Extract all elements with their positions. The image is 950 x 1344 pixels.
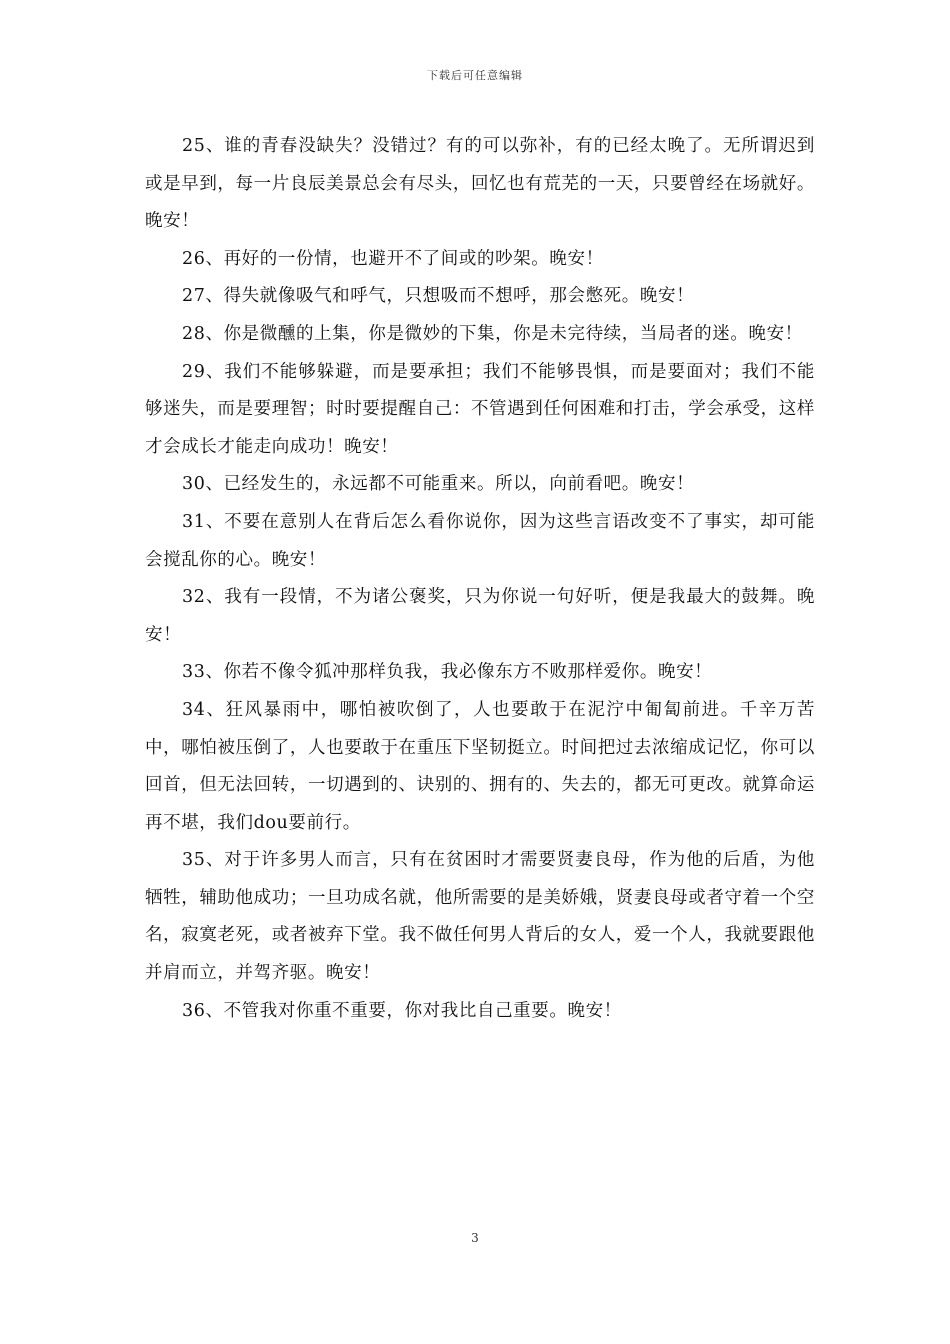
paragraph-28: 28、你是微醺的上集，你是微妙的下集，你是未完待续，当局者的迷。晚安！ xyxy=(182,323,803,344)
paragraph-36: 36、不管我对你重不重要，你对我比自己重要。晚安！ xyxy=(182,1000,622,1021)
paragraph-32: 32、我有一段情，不为诸公褒奖，只为你说一句好听，便是我最大的鼓舞。晚安！ xyxy=(145,587,815,645)
paragraph-29: 29、我们不能够躲避，而是要承担；我们不能够畏惧，而是要面对；我们不能够迷失，而是要理智；时时要提醒自己：不管遇到任何困难和打击，学会承受，这样才会成长才能走向成功！晚安！ xyxy=(145,361,815,457)
page-header: 下载后可任意编辑 xyxy=(427,69,523,82)
page-number: 3 xyxy=(471,1231,479,1245)
paragraph-31: 31、不要在意别人在背后怎么看你说你，因为这些言语改变不了事实，却可能会搅乱你的心。晚安！ xyxy=(145,511,815,570)
document-body xyxy=(145,128,815,1030)
paragraph-25: 25、谁的青春没缺失？没错过？有的可以弥补，有的已经太晚了。无所谓迟到或是早到，每一片良辰美景总会有尽头，回忆也有荒芜的一天，只要曾经在场就好。晚安！ xyxy=(145,136,815,232)
paragraph-26: 26、再好的一份情，也避开不了间或的吵架。晚安！ xyxy=(182,248,604,269)
paragraph-34: 34、狂风暴雨中，哪怕被吹倒了，人也要敢于在泥泞中匍匐前进。千辛万苦中，哪怕被压倒了，人也要敢于在重压下坚韧挺立。时间把过去浓缩成记忆，你可以回首，但无法回转，一切遇到的、诀别的、拥有的、失去的，都无可更改。就算命运再不堪，我们dou要前行。 xyxy=(145,699,815,833)
paragraph-33: 33、你若不像令狐冲那样负我，我必像东方不败那样爱你。晚安！ xyxy=(182,662,713,683)
paragraph-30: 30、已经发生的，永远都不可能重来。所以，向前看吧。晚安！ xyxy=(182,474,695,495)
paragraph-35: 35、对于许多男人而言，只有在贫困时才需要贤妻良母，作为他的后盾，为他牺牲，辅助他成功；一旦功成名就，他所需要的是美娇娥，贤妻良母或者守着一个空名，寂寞老死，或者被弃下堂。我不做任何男人背后的女人，爱一个人，我就要跟他并肩而立，并驾齐驱。晚安！ xyxy=(145,850,815,984)
paragraph-27: 27、得失就像吸气和呼气，只想吸而不想呼，那会憋死。晚安！ xyxy=(182,286,695,307)
